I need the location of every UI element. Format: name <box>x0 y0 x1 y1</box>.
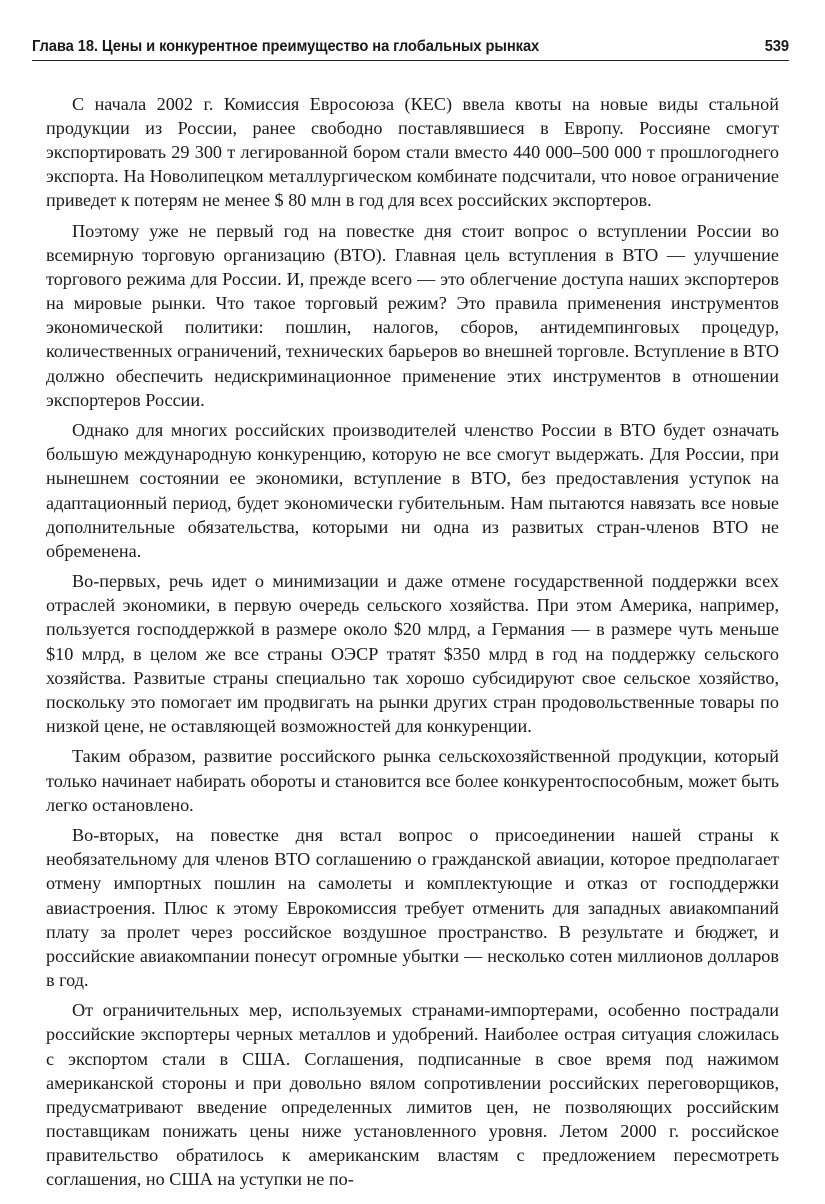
header-rule <box>32 60 789 61</box>
paragraph: Таким образом, развитие российского рынка сельскохозяйственной продукции, который только начинает набирать обороты и становится все более конкурентоспособным, может быть легко остановлено. <box>46 746 779 815</box>
paragraph: От ограничительных мер, используемых странами-импортерами, особенно пострадали российские экспортеры черных металлов и удобрений. Наиболее острая ситуация сложилась с экспортом стали в США. Соглашения, подписанные в свое время под нажимом американской стороны и при довольно вялом сопротивлении российских переговорщиков, предусматривают введение определенных лимитов цен, не позволяющих российским поставщикам понижать цены ниже установленного уровня. Летом 2000 г. российское правительство обратилось к американским властям с предложением пересмотреть соглашения, но США на уступки не по- <box>46 1000 779 1190</box>
running-head <box>32 34 789 56</box>
paragraph: Во-вторых, на повестке дня встал вопрос о присоединении нашей страны к необязательному для членов ВТО соглашению о гражданской авиации, которое предполагает отмену импортных пошлин на самолеты и комплектующие и отказ от господдержки авиастроения. Плюс к этому Еврокомиссия требует отменить для западных авиакомпаний плату за пролет через российское воздушное пространство. В результате и бюджет, и российские авиакомпании понесут огромные убытки — несколько сотен миллионов долларов в год. <box>46 825 779 990</box>
paragraph: Во-первых, речь идет о минимизации и даже отмене государственной поддержки всех отраслей экономики, в первую очередь сельского хозяйства. При этом Америка, например, пользуется господдержкой в размере около $20 млрд, а Германия — в размере чуть меньше $10 млрд, в целом же все страны ОЭСР тратят $350 млрд в год на поддержку сельского хозяйства. Развитые страны специально так хорошо субсидируют свое сельское хозяйство, поскольку это помогает им продвигать на рынки других стран продовольственные товары по низкой цене, не оставляющей возможностей для конкуренции. <box>46 571 779 736</box>
paragraph: С начала 2002 г. Комиссия Евросоюза (КЕС) ввела квоты на новые виды стальной продукции из России, ранее свободно поставлявшиеся в Европу. Россияне смогут экспортировать 29 300 т легированной бором стали вместо 440 000–500 000 т прошлогоднего экспорта. На Новолипецком металлургическом комбинате подсчитали, что новое ограничение приведет к потерям не менее $ 80 млн в год для всех российских экспортеров. <box>46 94 779 211</box>
chapter-title: Глава 18. Цены и конкурентное преимущество на глобальных рынках <box>32 38 540 55</box>
body-text <box>46 92 779 1198</box>
paragraph: Однако для многих российских производителей членство России в ВТО будет означать большую международную конкуренцию, которую не все смогут выдержать. Для России, при нынешнем состоянии ее экономики, вступление в ВТО, без предоставления уступок на адаптационный период, будет экономически губительным. Нам пытаются навязать все новые дополнительные обязательства, которыми ни одна из развитых стран-членов ВТО не обременена. <box>46 420 779 561</box>
page-number: 539 <box>764 38 789 55</box>
paragraph: Поэтому уже не первый год на повестке дня стоит вопрос о вступлении России во всемирную торговую организацию (ВТО). Главная цель вступления в ВТО — улучшение торгового режима для России. И, прежде всего — это облегчение доступа наших экспортеров на мировые рынки. Что такое торговый режим? Это правила применения инструментов экономической политики: пошлин, налогов, сборов, антидемпинговых процедур, количественных ограничений, технических барьеров во внешней торговле. Вступление в ВТО должно обеспечить недискриминационное применение этих инструментов в отношении экспортеров России. <box>46 220 779 410</box>
